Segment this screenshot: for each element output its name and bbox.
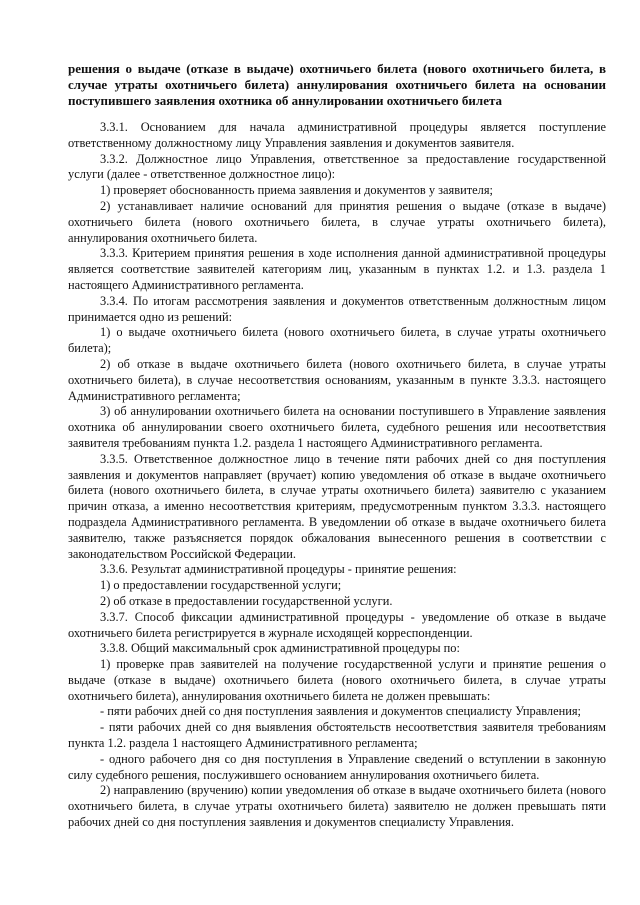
list-item: 3) об аннулировании охотничьего билета на основании поступившего в Управление заявления охотника об аннулировании своего охотничьего билета, судебного решения или несоответствия заявителя требованиям пункта 1.2. раздела 1 настоящего Административного регламента.: [68, 404, 606, 450]
paragraph-3-3-6: 3.3.6. Результат административной процедуры - принятие решения:: [100, 562, 457, 577]
list-item: 1) проверке прав заявителей на получение государственной услуги и принятие решения о выдаче (отказе в выдаче) охотничьего билета (нового охотничьего билета, в случае утраты охотничьего билета), аннулирования охотничьего билета не должен превышать:: [68, 657, 606, 703]
paragraph-3-3-2: 3.3.2. Должностное лицо Управления, ответственное за предоставление государственной услуги (далее - ответственное должностное лицо):: [68, 151, 606, 182]
list-item: - пяти рабочих дней со дня выявления обстоятельств несоответствия заявителя требованиям пункта 1.2. раздела 1 настоящего Административного регламента;: [68, 720, 606, 751]
paragraph-3-3-7: 3.3.7. Способ фиксации административной процедуры - уведомление об отказе в выдаче охотничьего билета регистрируется в журнале исходящей корреспонденции.: [68, 609, 606, 640]
list-item: 2) направлению (вручению) копии уведомления об отказе в выдаче охотничьего билета (нового охотничьего билета, в случае утраты охотничьего билета) заявителю не должен превышать пяти рабочих дней со дня поступления заявления и документов специалисту Управления.: [68, 783, 606, 830]
paragraph-3-3-4: 3.3.4. По итогам рассмотрения заявления и документов ответственным должностным лицом принимается одно из решений:: [68, 293, 606, 324]
section-title: решения о выдаче (отказе в выдаче) охотничьего билета (нового охотничьего билета, в случае утраты охотничьего билета) аннулирования охотничьего билета на основании поступившего заявления охотника об аннулировании охотничьего билета: [68, 61, 606, 108]
document-body: [68, 120, 606, 831]
paragraph-3-3-1: 3.3.1. Основанием для начала административной процедуры является поступление ответственному должностному лицу Управления заявления и документов заявителя.: [68, 120, 606, 150]
list-item: 2) устанавливает наличие оснований для принятия решения о выдаче (отказе в выдаче) охотничьего билета (нового охотничьего билета, в случае утраты охотничьего билета), аннулирования охотничьего билета.: [68, 198, 606, 245]
list-item: 1) о выдаче охотничьего билета (нового охотничьего билета, в случае утраты охотничьего билета);: [68, 325, 606, 356]
list-item: 1) проверяет обоснованность приема заявления и документов у заявителя;: [100, 183, 493, 198]
list-item: - пяти рабочих дней со дня поступления заявления и документов специалисту Управления;: [100, 704, 582, 719]
paragraph-3-3-5: 3.3.5. Ответственное должностное лицо в течение пяти рабочих дней со дня поступления заявления и документов направляет (вручает) копию уведомления об отказе в выдаче охотничьего билета (нового охотничьего билета, в случае утраты охотничьего билета) заявителю с указанием причин отказа, а именно несоответствия критериям, предусмотренным пунктом 3.3.3. настоящего подраздела Административного регламента. В уведомлении об отказе в выдаче охотничьего билета заявителю, также разъясняется порядок обжалования вынесенного решения в соответствии с законодательством Российской Федерации.: [68, 451, 606, 561]
list-item: - одного рабочего дня со дня поступления в Управление сведений о вступлении в законную силу судебного решения, послужившего основанием аннулирования охотничьего билета.: [68, 751, 606, 782]
list-item: 1) о предоставлении государственной услуги;: [100, 578, 342, 593]
list-item: 2) об отказе в предоставлении государственной услуги.: [100, 593, 393, 608]
paragraph-3-3-3: 3.3.3. Критерием принятия решения в ходе исполнения данной административной процедуры является соответствие заявителей категориям лиц, указанным в пунктах 1.2. и 1.3. раздела 1 настоящего Административного регламента.: [68, 246, 606, 292]
paragraph-3-3-8: 3.3.8. Общий максимальный срок административной процедуры по:: [100, 641, 460, 656]
list-item: 2) об отказе в выдаче охотничьего билета (нового охотничьего билета, в случае утраты охотничьего билета), в случае несоответствия основаниям, указанным в пункте 3.3.3. настоящего Административного регламента;: [68, 356, 606, 403]
